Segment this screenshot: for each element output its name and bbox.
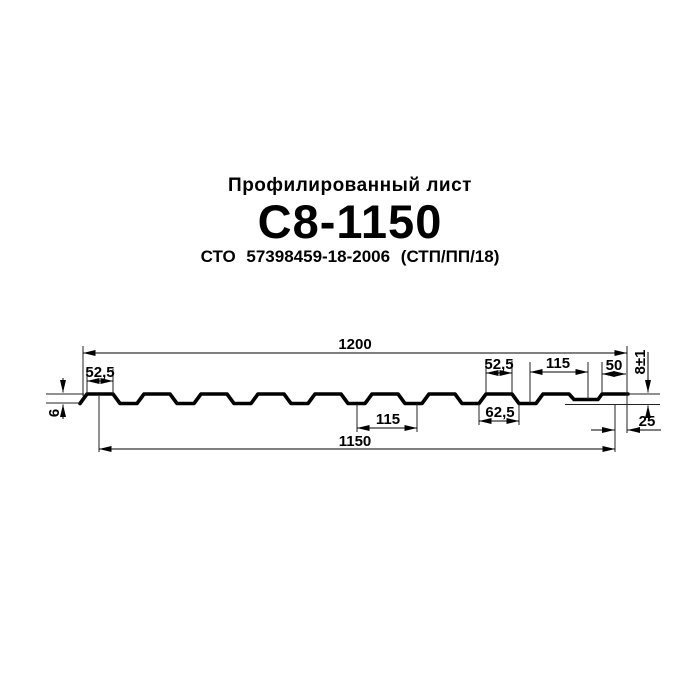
product-type-label: Профилированный лист: [228, 175, 472, 196]
dim-pitch-bottom-label: 115: [375, 411, 401, 428]
dim-pitch-top-label: 115: [545, 355, 571, 372]
dim-total-width-label: 1200: [338, 336, 372, 353]
dim-useful-width-label: 1150: [338, 433, 372, 450]
dim-overlap-flat-label: 50: [605, 357, 623, 374]
dim-crest-top-right-label: 52,5: [484, 356, 514, 373]
dim-crest-base-label: 62,5: [485, 404, 515, 421]
dim-profile-height-label: 8±1: [632, 349, 649, 375]
dim-crest-top-left-label: 52,5: [85, 364, 115, 381]
standard-reference: СТО 57398459-18-2006 (СТП/ПП/18): [200, 247, 500, 266]
dim-edge-height-label: 6: [46, 408, 63, 418]
dim-edge-overlap-label: 25: [638, 413, 656, 430]
sheet-profile-outline: [80, 394, 628, 404]
model-name: С8-1150: [257, 195, 443, 248]
